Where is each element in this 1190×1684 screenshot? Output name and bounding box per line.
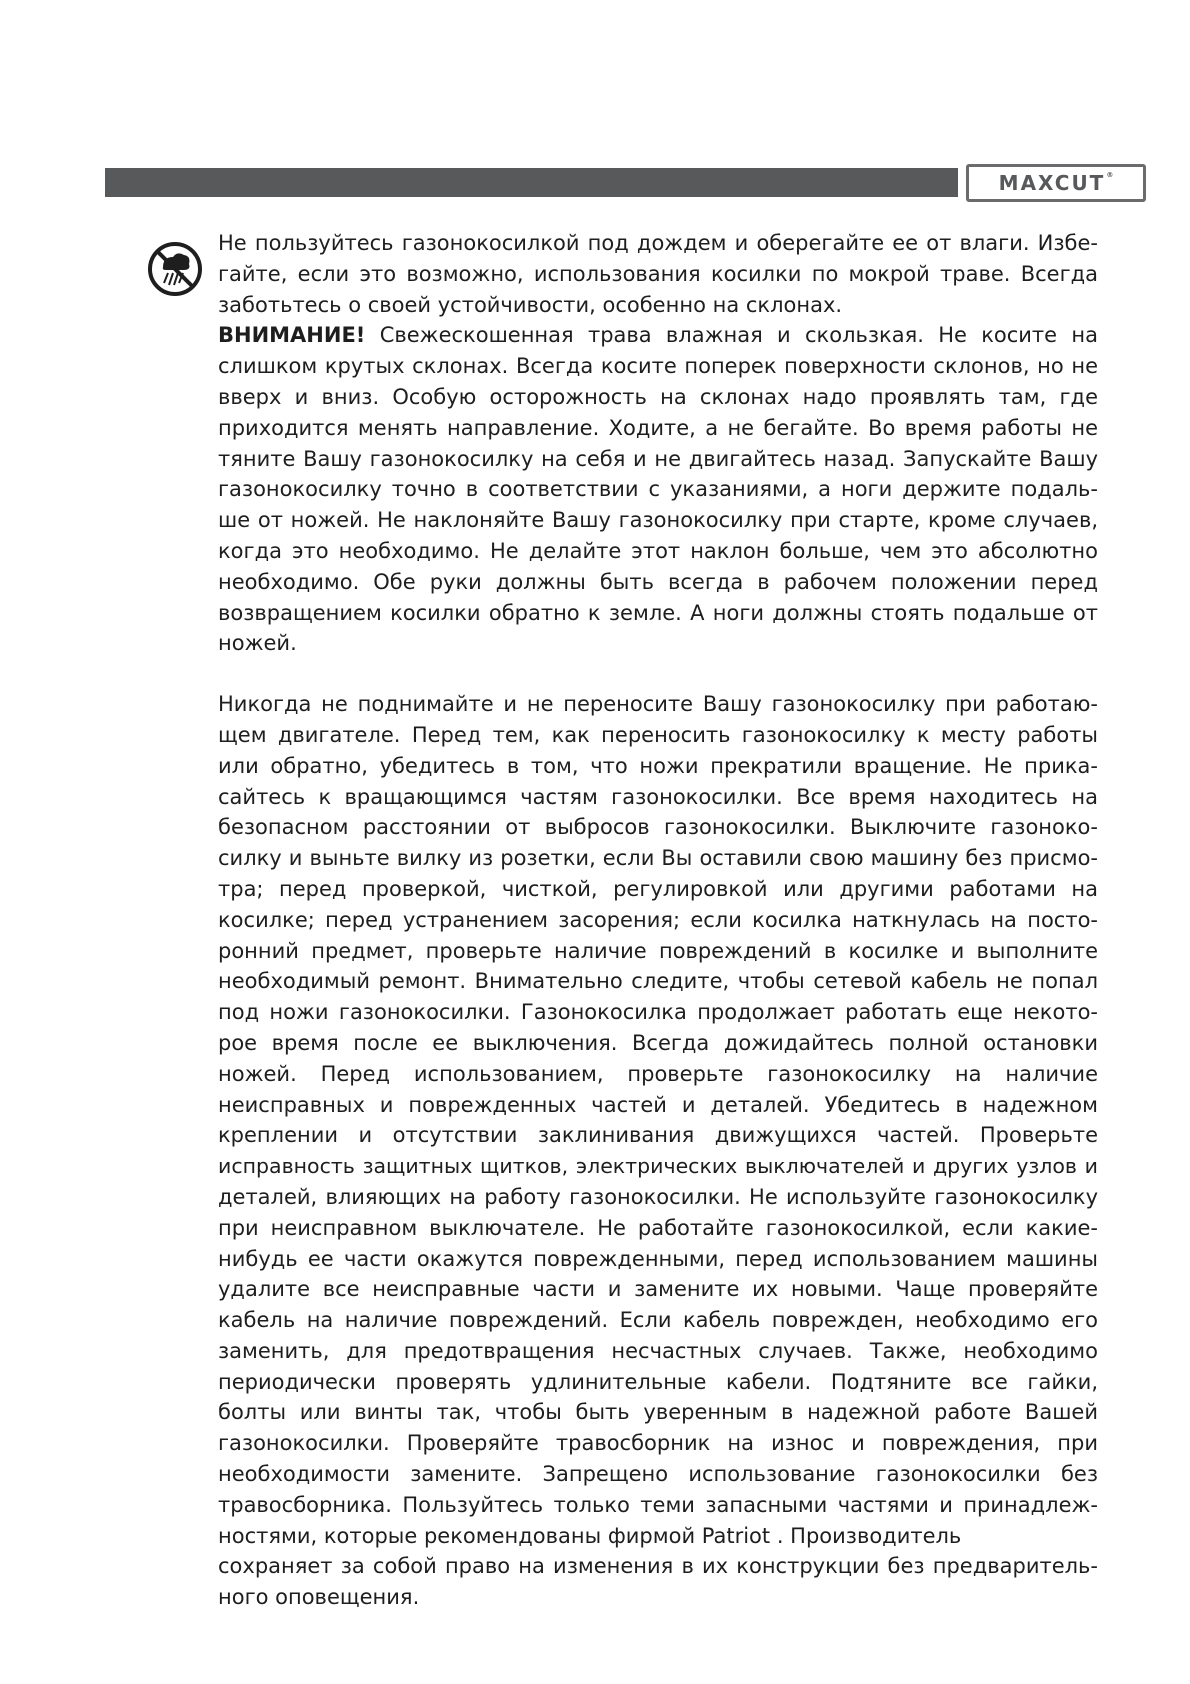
text-line: безопасном расстоянии от выбросов газонокосилки. Выключите газоноко-	[218, 815, 1098, 840]
text-line: травосборника. Пользуйтесь только теми запасными частями и принадлеж-	[218, 1492, 1098, 1517]
text-line: ностями, которые рекомендованы фирмой Patriot . Производитель	[218, 1523, 962, 1548]
text-line: необходимый ремонт. Внимательно следите, чтобы сетевой кабель не попал	[218, 969, 1098, 994]
text-line: заботьтесь о своей устойчивости, особенно на склонах.	[218, 292, 843, 317]
text-line: газонокосилки. Проверяйте травосборник на износ и повреждения, при	[218, 1431, 1098, 1456]
paragraph-safety	[218, 689, 1098, 1613]
text-line: тра; перед проверкой, чисткой, регулировкой или другими работами на	[218, 876, 1098, 901]
brand-name: MAXCUT	[998, 171, 1106, 195]
text-line: сайтесь к вращающимся частям газонокосилки. Все время находитесь на	[218, 784, 1098, 809]
text-line: слишком крутых склонах. Всегда косите поперек поверхности склонов, но не	[218, 354, 1098, 379]
text-line: Не пользуйтесь газонокосилкой под дождем и оберегайте ее от влаги. Избе-	[218, 231, 1098, 255]
text-line: ножей.	[218, 631, 297, 656]
text-line: рое время после ее выключения. Всегда дожидайтесь полной остановки	[218, 1030, 1098, 1055]
text-line: при неисправном выключателе. Не работайте газонокосилкой, если какие-	[218, 1215, 1098, 1240]
text-line: необходимо. Обе руки должны быть всегда в рабочем положении перед	[218, 569, 1098, 594]
text-line: ного оповещения.	[218, 1585, 420, 1610]
text-line: щем двигателе. Перед тем, как переносить газонокосилку к месту работы	[218, 722, 1098, 747]
text-line: Никогда не поднимайте и не переносите Вашу газонокосилку при работаю-	[218, 692, 1098, 717]
paragraph-rain-slopes	[218, 228, 1098, 659]
text-line: удалите все неисправные части и замените их новыми. Чаще проверяйте	[218, 1277, 1098, 1302]
text-line: вверх и вниз. Особую осторожность на склонах надо проявлять там, где	[218, 384, 1098, 409]
registered-mark-icon: ®	[1106, 171, 1114, 179]
text-line: газонокосилку точно в соответствии с указаниями, а ноги держите подаль-	[218, 477, 1098, 502]
text-line: креплении и отсутствии заклинивания движущихся частей. Проверьте	[218, 1123, 1098, 1148]
text-line: деталей, влияющих на работу газонокосилки. Не используйте газонокосилку	[218, 1184, 1098, 1209]
text-line: тяните Вашу газонокосилку на себя и не двигайтесь назад. Запускайте Вашу	[218, 446, 1098, 471]
text-line: необходимости замените. Запрещено использование газонокосилки без	[218, 1462, 1098, 1487]
warning-label: ВНИМАНИЕ!	[218, 323, 366, 348]
header-bar	[105, 168, 958, 197]
text-line: неисправных и поврежденных частей и деталей. Убедитесь в надежном	[218, 1092, 1098, 1117]
text-line: под ножи газонокосилки. Газонокосилка продолжает работать еще некото-	[218, 1000, 1098, 1025]
text-line: возвращением косилки обратно к земле. А ноги должны стоять подальше от	[218, 600, 1098, 625]
text-line: исправность защитных щитков, электрических выключателей и других узлов и	[218, 1154, 1098, 1179]
text-line: ножей. Перед использованием, проверьте газонокосилку на наличие	[218, 1061, 1098, 1086]
text-line: гайте, если это возможно, использования косилки по мокрой траве. Всегда	[218, 261, 1098, 286]
text-line: сохраняет за собой право на изменения в их конструкции без предваритель-	[218, 1554, 1098, 1579]
warning-text: Свежескошенная трава влажная и скользкая. Не косите на	[365, 323, 1098, 348]
text-line: силку и выньте вилку из розетки, если Вы оставили свою машину без присмо-	[218, 846, 1098, 871]
text-line: кабель на наличие повреждений. Если кабель поврежден, необходимо его	[218, 1308, 1098, 1333]
paragraph-gap	[218, 659, 1098, 689]
no-rain-icon	[146, 240, 204, 298]
text-line: приходится менять направление. Ходите, а не бегайте. Во время работы не	[218, 415, 1098, 440]
text-line: болты или винты так, чтобы быть уверенным в надежной работе Вашей	[218, 1400, 1098, 1425]
text-line: ше от ножей. Не наклоняйте Вашу газонокосилку при старте, кроме случаев,	[218, 508, 1098, 533]
brand-logo	[966, 164, 1146, 202]
text-line: или обратно, убедитесь в том, что ножи прекратили вращение. Не прика-	[218, 753, 1098, 778]
text-line: заменить, для предотвращения несчастных случаев. Также, необходимо	[218, 1338, 1098, 1363]
text-line: косилке; перед устранением засорения; если косилка наткнулась на посто-	[218, 907, 1098, 932]
text-line: периодически проверять удлинительные кабели. Подтяните все гайки,	[218, 1369, 1098, 1394]
instructions-text	[218, 228, 1098, 1613]
text-line: когда это необходимо. Не делайте этот наклон больше, чем это абсолютно	[218, 538, 1098, 563]
text-line: нибудь ее части окажутся поврежденными, перед использованием машины	[218, 1246, 1098, 1271]
warning-line	[218, 320, 1098, 351]
text-line: ронний предмет, проверьте наличие повреждений в косилке и выполните	[218, 938, 1098, 963]
